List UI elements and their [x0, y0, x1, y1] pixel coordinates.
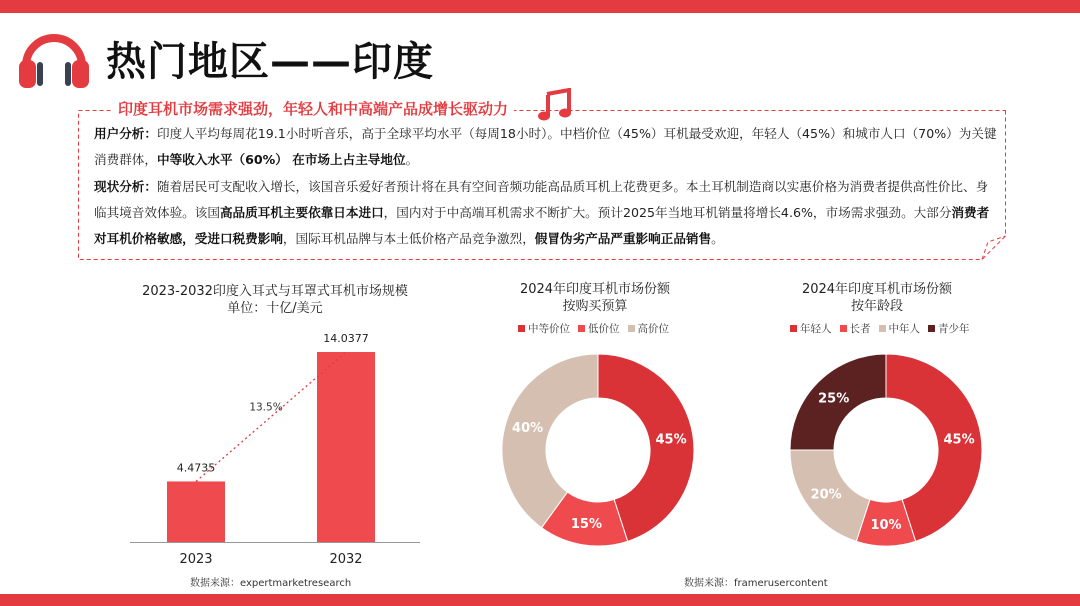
status-analysis-text-2: ，国内对于中高端耳机需求不断扩大。预计2025年当地耳机销量将增长4.6%，市场需求强劲。大部分 — [383, 205, 952, 220]
legend-label: 低价位 — [588, 323, 620, 335]
bar-chart-subtitle: 单位：十亿/美元 — [227, 301, 323, 316]
summary-title: 印度耳机市场需求强劲，年轻人和中高端产品成增长驱动力 — [112, 98, 514, 119]
legend-swatch — [928, 325, 935, 332]
status-analysis-paragraph — [94, 174, 999, 252]
bar-category-label: 2023 — [179, 552, 213, 567]
user-analysis-text: 印度人平均每周花19.1小时听音乐，高于全球平均水平（每周18小时）。中档价位（45%）耳机最受欢迎，年轻人（45%）和城市人口（70%）为关键消费群体， — [94, 126, 997, 167]
status-analysis-label: 现状分析： — [94, 179, 157, 194]
bar-chart-source: 数据来源：expertmarketresearch — [190, 578, 352, 589]
bar-value-label: 14.0377 — [323, 332, 369, 345]
legend-swatch — [578, 325, 585, 332]
donut-chart-source: 数据来源：framerusercontent — [684, 578, 828, 589]
donut-slice-label: 10% — [870, 518, 902, 533]
music-note-icon — [537, 88, 573, 122]
status-analysis-text-3: ，国际耳机品牌与本土低价格产品竞争激烈， — [282, 231, 535, 246]
legend-item — [928, 323, 970, 335]
donut-budget-title-block — [470, 281, 720, 315]
donut-age-legend — [790, 321, 978, 336]
legend-label: 中等价位 — [528, 323, 570, 335]
bar-chart — [120, 320, 440, 574]
user-analysis-label: 用户分析： — [94, 126, 157, 141]
bottom-accent-bar — [0, 594, 1080, 606]
legend-label: 中年人 — [888, 323, 920, 335]
top-accent-bar — [0, 0, 1080, 13]
donut-budget-subtitle: 按购买预算 — [562, 299, 628, 314]
donut-chart-age — [786, 350, 986, 550]
legend-item — [879, 323, 921, 335]
bar-value-label: 4.4735 — [176, 461, 216, 475]
user-analysis-end: 。 — [405, 152, 419, 167]
donut-slice-label: 45% — [943, 432, 975, 448]
user-analysis-highlight: 中等收入水平（60%） 在市场上占主导地位 — [156, 152, 406, 167]
legend-label: 长者 — [849, 323, 871, 335]
legend-swatch — [840, 325, 847, 332]
legend-label: 高价位 — [637, 323, 669, 335]
donut-slice-label: 40% — [512, 421, 544, 437]
donut-age-subtitle: 按年龄段 — [850, 299, 903, 314]
legend-item — [840, 323, 871, 335]
page-title: 热门地区——印度 — [106, 39, 434, 85]
donut-budget-legend — [518, 321, 677, 336]
headphones-icon — [16, 20, 92, 92]
bar-chart-title: 2023-2032印度入耳式与耳罩式耳机市场规模 — [142, 284, 408, 299]
legend-swatch — [628, 325, 635, 332]
legend-item — [790, 323, 832, 335]
status-analysis-text-1: 随着居民可支配收入增长，该国音乐爱好者预计将在具有空间音频功能高品质耳机上花费更多。本土耳机制造商以实惠价格为消费者提供高性价比、身临其境音效体验。该国 — [94, 179, 989, 220]
legend-label: 年轻人 — [800, 323, 832, 335]
status-analysis-highlight-1: 高品质耳机主要依靠日本进口 — [219, 205, 384, 220]
donut-slice-label: 45% — [655, 432, 687, 448]
status-analysis-text-4: 。 — [711, 231, 724, 246]
user-analysis-paragraph — [94, 121, 999, 173]
donut-slice-label: 25% — [818, 391, 850, 407]
growth-rate-label: 13.5% — [249, 401, 283, 414]
bar-category-label: 2032 — [329, 552, 363, 567]
legend-item — [628, 323, 670, 335]
legend-swatch — [879, 325, 886, 332]
legend-label: 青少年 — [938, 323, 970, 335]
donut-age-title-block — [752, 281, 1002, 315]
donut-age-title: 2024年印度耳机市场份额 — [801, 282, 953, 297]
donut-budget-title: 2024年印度耳机市场份额 — [519, 282, 671, 297]
donut-chart-budget — [498, 350, 698, 550]
legend-swatch — [790, 325, 797, 332]
legend-swatch — [518, 325, 525, 332]
donut-slice-label: 20% — [810, 487, 842, 503]
legend-item — [518, 323, 570, 335]
donut-slice-label: 15% — [570, 517, 602, 533]
status-analysis-highlight-2: 消费者对耳机价格敏感，受进口税费影响 — [94, 205, 990, 246]
bar-2023 — [167, 481, 225, 542]
status-analysis-highlight-3: 假冒伪劣产品严重影响正品销售 — [534, 231, 712, 246]
bar-chart-title-block — [110, 283, 440, 317]
bar-2032 — [317, 352, 375, 542]
legend-item — [578, 323, 620, 335]
